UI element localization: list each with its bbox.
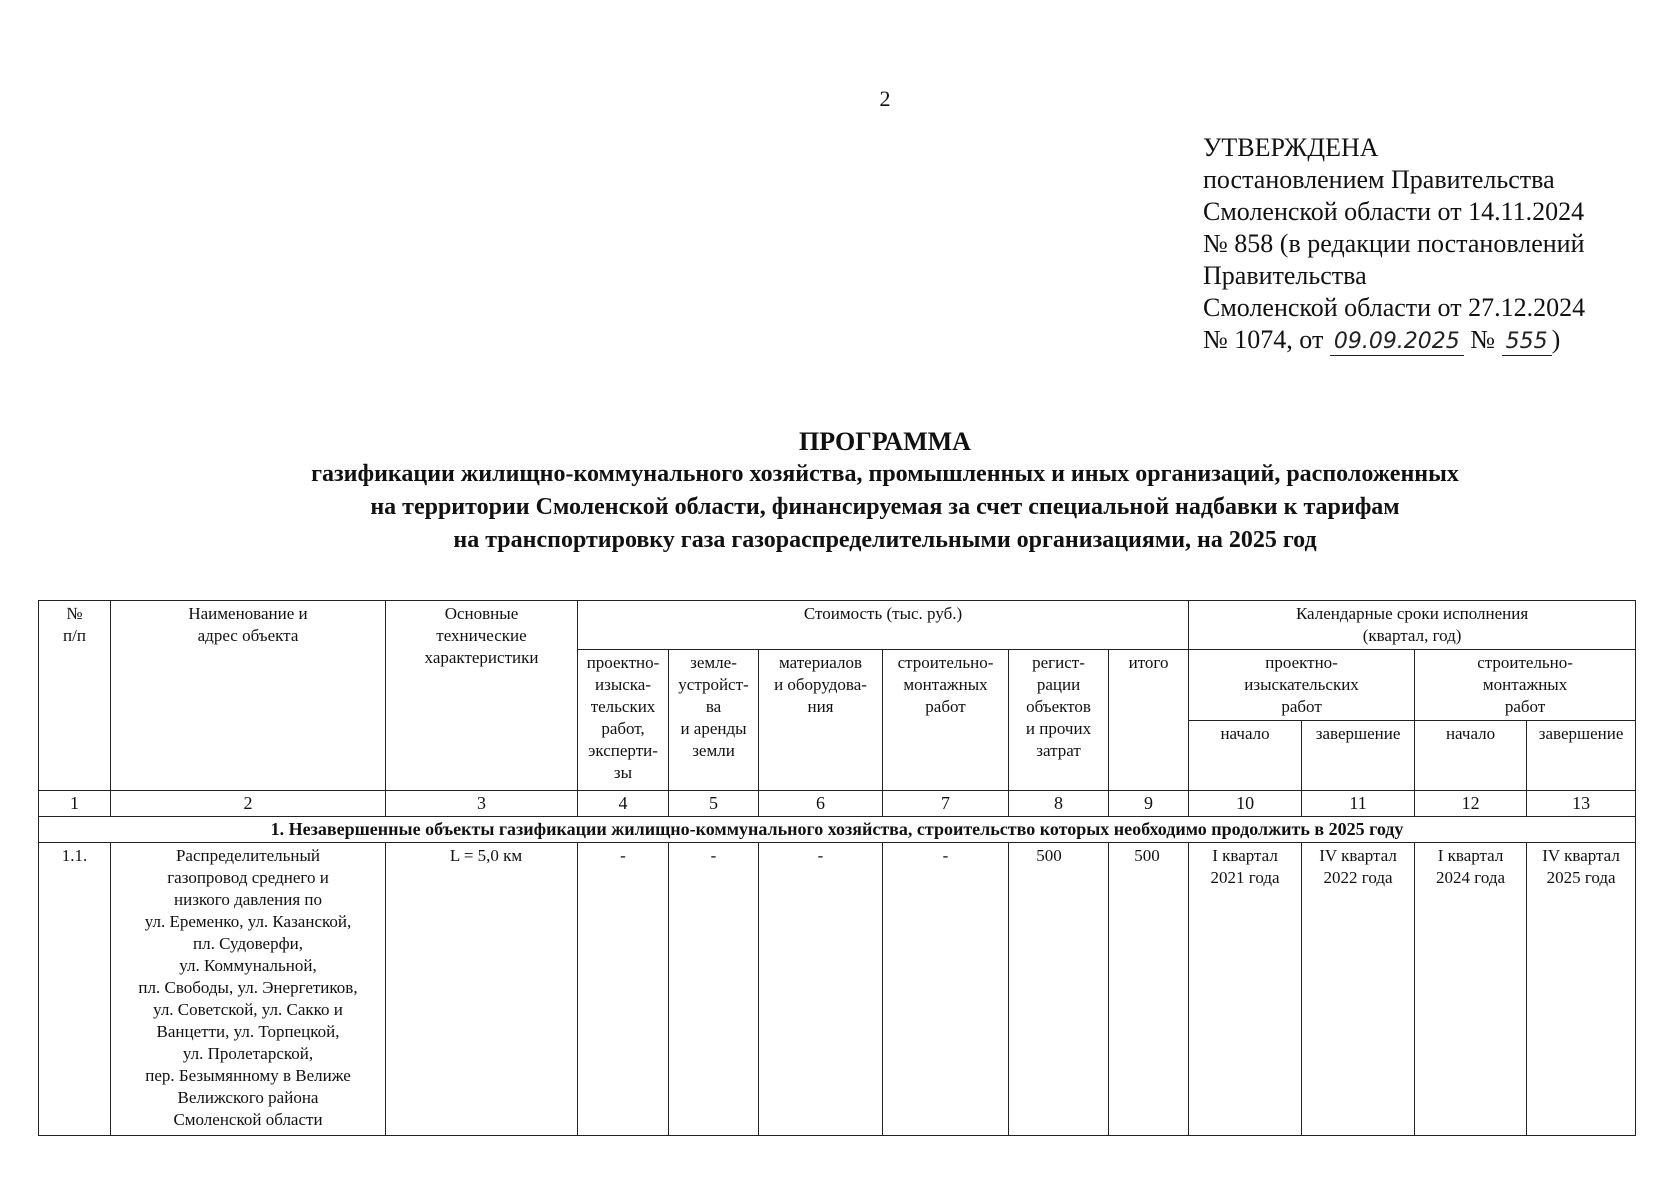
section-title: 1. Незавершенные объекты газификации жилищно-коммунального хозяйства, строительство которых необходимо продолжить в 2025 году bbox=[39, 817, 1636, 843]
title-sub-line: на транспортировку газа газораспределительными организациями, на 2025 год bbox=[453, 527, 1317, 553]
row-design-start: I квартал 2021 года bbox=[1189, 843, 1302, 1136]
header-construction-works: строительно- монтажных работ bbox=[1415, 650, 1636, 721]
row-num: 1.1. bbox=[39, 843, 111, 1136]
header-land-cost: земле- устройст- ва и аренды земли bbox=[669, 650, 759, 791]
table-row bbox=[39, 843, 1636, 1136]
title-main: ПРОГРАММА bbox=[799, 427, 971, 456]
handwritten-date: 09.09.2025 bbox=[1330, 329, 1464, 356]
section-row bbox=[39, 817, 1636, 843]
header-materials-cost: материалов и оборудова- ния bbox=[759, 650, 883, 791]
title-sub-line: на территории Смоленской области, финансируемая за счет специальной надбавки к тарифам bbox=[370, 494, 1400, 520]
column-numbers-row bbox=[39, 791, 1636, 817]
column-number: 12 bbox=[1415, 791, 1527, 817]
header-tech: Основные технические характеристики bbox=[386, 601, 578, 791]
row-design-cost: - bbox=[578, 843, 669, 1136]
row-construction-start: I квартал 2024 года bbox=[1415, 843, 1527, 1136]
program-table bbox=[38, 600, 1636, 1136]
column-number: 2 bbox=[111, 791, 386, 817]
row-land-cost: - bbox=[669, 843, 759, 1136]
row-construction-cost: - bbox=[883, 843, 1009, 1136]
header-construction-start: начало bbox=[1415, 721, 1527, 791]
header-cost-group: Стоимость (тыс. руб.) bbox=[578, 601, 1189, 650]
handwritten-number: 555 bbox=[1502, 329, 1552, 356]
approval-line: № 858 (в редакции постановлений bbox=[1203, 229, 1585, 258]
column-number: 10 bbox=[1189, 791, 1302, 817]
header-num: № п/п bbox=[39, 601, 111, 791]
header-name: Наименование и адрес объекта bbox=[111, 601, 386, 791]
column-number: 3 bbox=[386, 791, 578, 817]
column-number: 1 bbox=[39, 791, 111, 817]
approval-last-line bbox=[1203, 324, 1643, 356]
row-object-name: Распределительный газопровод среднего и низкого давления по ул. Еременко, ул. Казанской, пл. Судоверфи, ул. Коммунальной, пл. Свободы, ул. Энергетиков, ул. Советской, ул. Сакко и Ванцетти, ул. Торпецкой, ул. Пролетарской, пер. Безымянному в Велиже Велижского района Смоленской области bbox=[111, 843, 386, 1136]
approval-line: Правительства bbox=[1203, 261, 1367, 290]
row-tech: L = 5,0 км bbox=[386, 843, 578, 1136]
header-design-works: проектно- изыскательских работ bbox=[1189, 650, 1415, 721]
approval-last-prefix: № 1074, от bbox=[1203, 325, 1324, 354]
row-total: 500 bbox=[1109, 843, 1189, 1136]
column-number: 6 bbox=[759, 791, 883, 817]
approval-line: Смоленской области от 27.12.2024 bbox=[1203, 293, 1586, 322]
row-construction-end: IV квартал 2025 года bbox=[1527, 843, 1636, 1136]
column-number: 4 bbox=[578, 791, 669, 817]
closing-paren: ) bbox=[1551, 325, 1561, 354]
approval-line: постановлением Правительства bbox=[1203, 165, 1555, 194]
approval-line: Смоленской области от 14.11.2024 bbox=[1203, 197, 1585, 226]
header-registration-cost: регист- рации объектов и прочих затрат bbox=[1009, 650, 1109, 791]
row-design-end: IV квартал 2022 года bbox=[1302, 843, 1415, 1136]
header-dates-group: Календарные сроки исполнения (квартал, год) bbox=[1189, 601, 1636, 650]
row-registration-cost: 500 bbox=[1009, 843, 1109, 1136]
header-total: итого bbox=[1109, 650, 1189, 791]
document-title bbox=[0, 426, 1680, 557]
title-subtitle bbox=[0, 458, 1680, 557]
column-number: 11 bbox=[1302, 791, 1415, 817]
header-construction-end: завершение bbox=[1527, 721, 1636, 791]
header-design-end: завершение bbox=[1302, 721, 1415, 791]
row-materials-cost: - bbox=[759, 843, 883, 1136]
column-number: 5 bbox=[669, 791, 759, 817]
header-construction-cost: строительно- монтажных работ bbox=[883, 650, 1009, 791]
column-number: 8 bbox=[1009, 791, 1109, 817]
number-sign: № bbox=[1470, 325, 1496, 354]
approval-stamp bbox=[1203, 132, 1643, 356]
approval-line: УТВЕРЖДЕНА bbox=[1203, 133, 1379, 162]
header-design-cost: проектно- изыска- тельских работ, эксперти- зы bbox=[578, 650, 669, 791]
title-sub-line: газификации жилищно-коммунального хозяйства, промышленных и иных организаций, расположенных bbox=[311, 461, 1459, 487]
column-number: 9 bbox=[1109, 791, 1189, 817]
page-number: 2 bbox=[879, 86, 891, 111]
header-design-start: начало bbox=[1189, 721, 1302, 791]
column-number: 7 bbox=[883, 791, 1009, 817]
column-number: 13 bbox=[1527, 791, 1636, 817]
